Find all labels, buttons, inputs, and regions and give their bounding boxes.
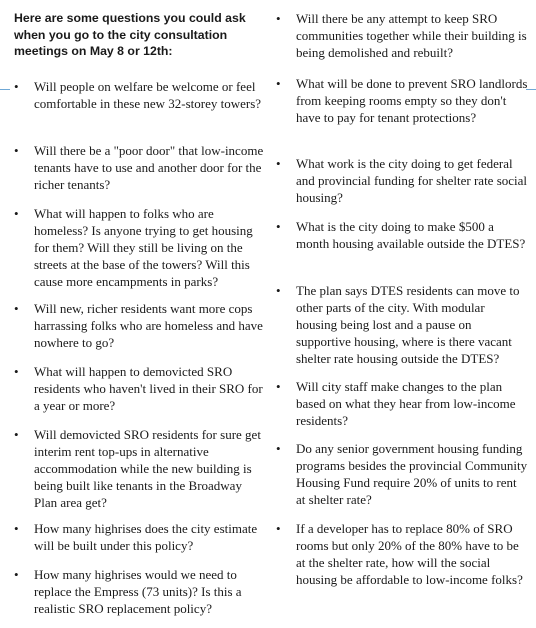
bullet-icon: • [276,283,281,298]
question-text: What will happen to demovicted SRO residents who haven't lived in their SRO for a year or more? [34,364,263,413]
question-text: What will happen to folks who are homeless? Is anyone trying to get housing for them? Will they still be living on the streets at the base of the towers? Will this cause more encampments in parks? [34,206,253,289]
question-text: How many highrises does the city estimate will be built under this policy? [34,521,258,553]
flyer-heading: Here are some questions you could ask when you go to the city consultation meetings on May 8 or 12th: [14,11,246,58]
question-text: If a developer has to replace 80% of SRO rooms but only 20% of the 80% have to be at the shelter rate, how will the social housing be affordable to low-income folks? [296,521,523,587]
bullet-icon: • [14,427,19,442]
bullet-icon: • [276,521,281,536]
question-text: Will there be any attempt to keep SRO communities together while their building is being demolished and rebuilt? [296,11,527,60]
question-text: Will city staff make changes to the plan based on what they hear from low-income residents? [296,379,516,428]
question-text: Will there be a "poor door" that low-income tenants have to use and another door for the richer tenants? [34,143,264,192]
bullet-icon: • [276,219,281,234]
question-text: What will be done to prevent SRO landlords from keeping rooms empty so they don't have to pay for tenant protections? [296,76,528,125]
bullet-icon: • [276,11,281,26]
bullet-icon: • [276,441,281,456]
bullet-icon: • [14,567,19,582]
bullet-icon: • [276,379,281,394]
question-text: What work is the city doing to get federal and provincial funding for shelter rate social housing? [296,156,528,205]
left-edge-mark [0,89,10,90]
bullet-icon: • [276,156,281,171]
bullet-icon: • [14,143,19,158]
question-text: What is the city doing to make $500 a month housing available outside the DTES? [296,219,526,251]
question-text: Will demovicted SRO residents for sure get interim rent top-ups in alternative accommodation while the new building is being built like tenants in the Broadway Plan area get? [34,427,261,510]
question-text: The plan says DTES residents can move to other parts of the city. With modular housing being lost and a pause on supportive housing, where is there vacant shelter rate housing outside the DTES? [296,283,520,366]
bullet-icon: • [14,79,19,94]
question-text: Will new, richer residents want more cops harrassing folks who are homeless and have nowhere to go? [34,301,263,350]
bullet-icon: • [14,364,19,379]
question-text: How many highrises would we need to replace the Empress (73 units)? Is this a realistic SRO replacement policy? [34,567,242,616]
bullet-icon: • [14,301,19,316]
bullet-icon: • [14,521,19,536]
bullet-icon: • [14,206,19,221]
bullet-icon: • [276,76,281,91]
question-text: Do any senior government housing funding programs besides the provincial Community Housing Fund require 20% of units to rent at shelter rate? [296,441,528,507]
question-text: Will people on welfare be welcome or feel comfortable in these new 32-storey towers? [34,79,262,111]
